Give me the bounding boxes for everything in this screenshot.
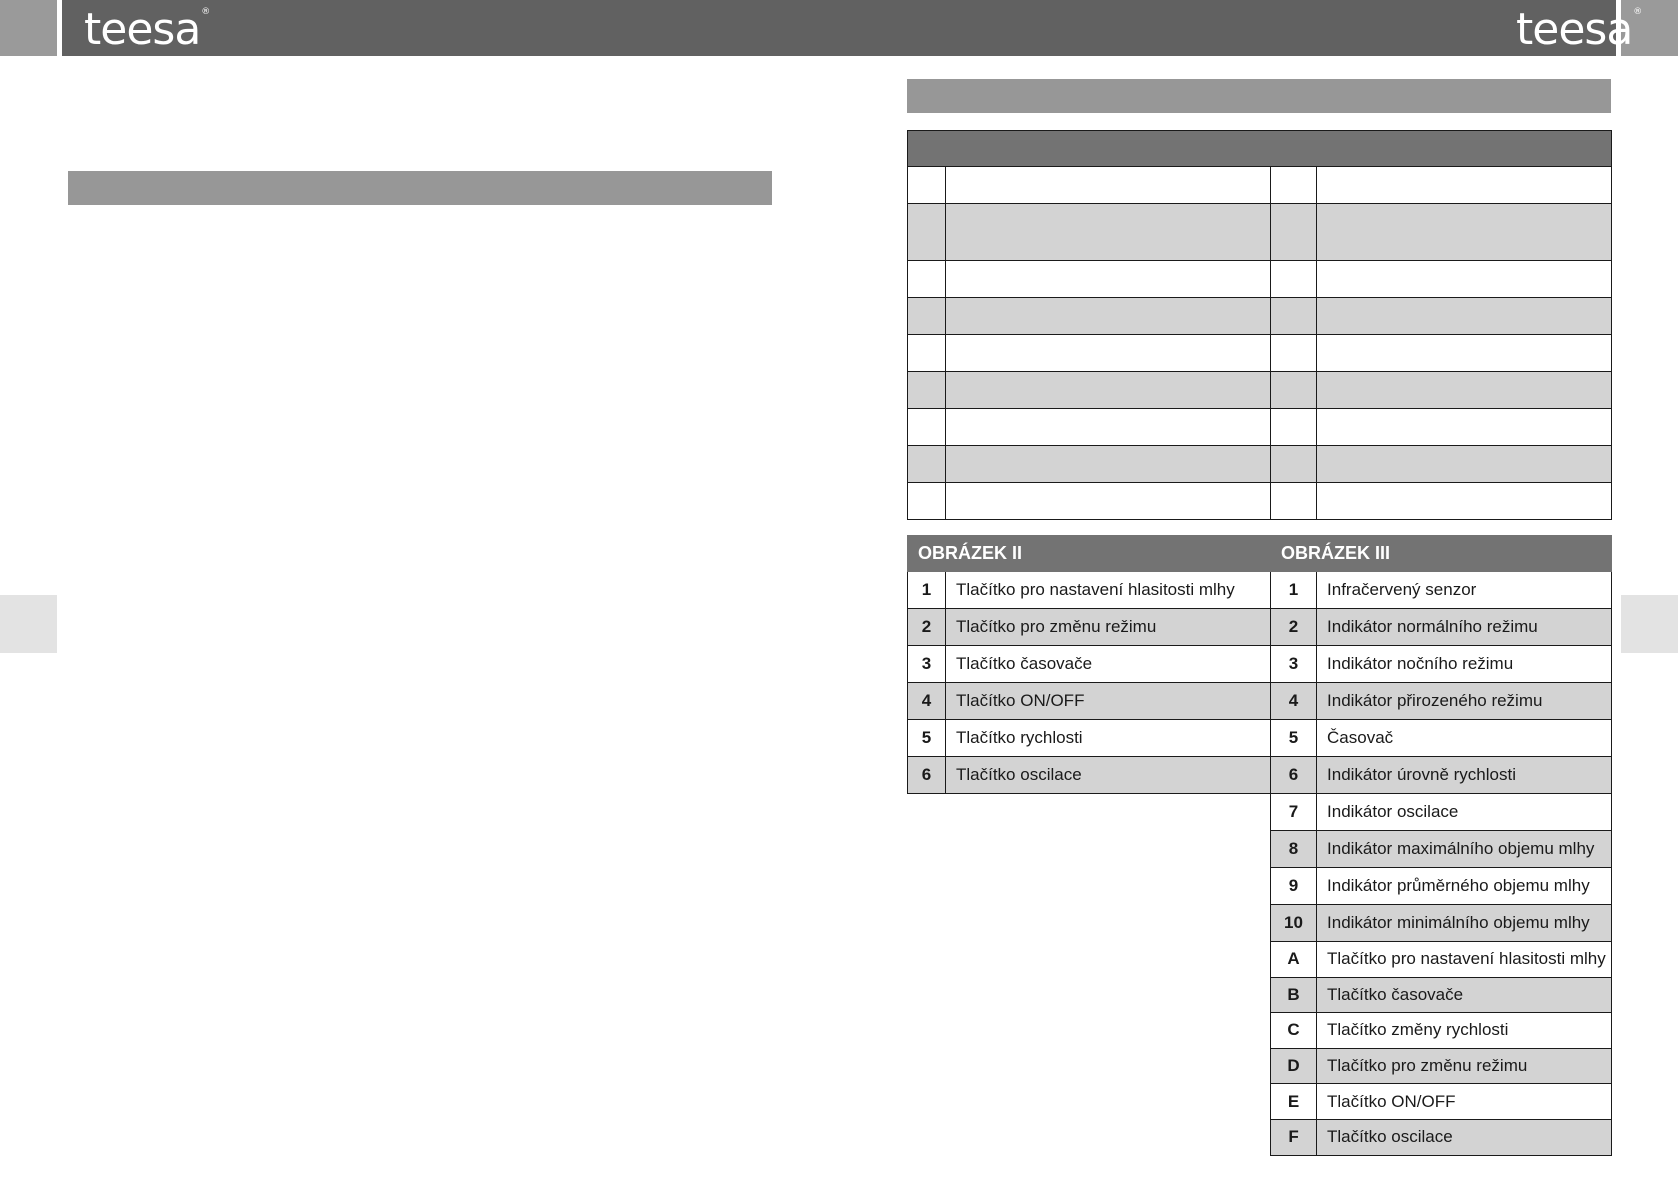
- blank-table-cell: [1317, 261, 1612, 298]
- right-side-tab: [1621, 595, 1678, 653]
- logo-text-left: teesa: [84, 4, 201, 55]
- legend-row: [908, 572, 1612, 609]
- blank-table-cell: [1271, 372, 1317, 409]
- blank-table-cell: [1271, 261, 1317, 298]
- figure-ii-item-label: Tlačítko oscilace: [946, 757, 1271, 794]
- blank-table-cell: [1271, 167, 1317, 204]
- figure-ii-item-number: 1: [908, 572, 946, 609]
- figure-ii-title: OBRÁZEK II: [908, 536, 1271, 572]
- blank-table-row: [908, 335, 1612, 372]
- legend-row: [908, 1013, 1612, 1049]
- empty-cell: [908, 831, 1271, 868]
- figure-iii-item-number: B: [1271, 977, 1317, 1013]
- blank-table-cell: [1317, 446, 1612, 483]
- figure-iii-item-number: 3: [1271, 646, 1317, 683]
- figure-iii-item-label: Tlačítko oscilace: [1317, 1119, 1612, 1155]
- blank-table-cell: [908, 261, 946, 298]
- right-section-bar: [907, 79, 1611, 113]
- figure-ii-item-number: 3: [908, 646, 946, 683]
- figure-iii-item-label: Tlačítko změny rychlosti: [1317, 1013, 1612, 1049]
- brand-logo-right: [1516, 4, 1642, 55]
- figure-iii-item-label: Indikátor úrovně rychlosti: [1317, 757, 1612, 794]
- figure-iii-item-label: Indikátor nočního režimu: [1317, 646, 1612, 683]
- figure-iii-item-label: Indikátor maximálního objemu mlhy: [1317, 831, 1612, 868]
- blank-table-cell: [908, 446, 946, 483]
- figure-ii-item-label: Tlačítko pro nastavení hlasitosti mlhy: [946, 572, 1271, 609]
- figure-ii-item-number: 4: [908, 683, 946, 720]
- blank-table-row: [908, 446, 1612, 483]
- figure-iii-item-label: Indikátor minimálního objemu mlhy: [1317, 905, 1612, 942]
- blank-spec-table: [907, 130, 1612, 520]
- blank-table-cell: [946, 298, 1271, 335]
- blank-table-cell: [908, 298, 946, 335]
- legend-row: [908, 942, 1612, 978]
- blank-table-row: [908, 167, 1612, 204]
- left-top-tab: [0, 0, 57, 56]
- blank-table-cell: [946, 483, 1271, 520]
- blank-table-row: [908, 372, 1612, 409]
- empty-cell: [908, 905, 1271, 942]
- figure-iii-item-label: Tlačítko časovače: [1317, 977, 1612, 1013]
- figure-iii-item-number: 1: [1271, 572, 1317, 609]
- blank-table-cell: [946, 335, 1271, 372]
- blank-table-cell: [1317, 298, 1612, 335]
- figure-iii-item-label: Tlačítko pro nastavení hlasitosti mlhy: [1317, 942, 1612, 978]
- blank-table-cell: [946, 372, 1271, 409]
- empty-cell: [908, 942, 1271, 978]
- figure-iii-item-label: Tlačítko ON/OFF: [1317, 1084, 1612, 1120]
- figure-iii-item-label: Infračervený senzor: [1317, 572, 1612, 609]
- left-side-tab: [0, 595, 57, 653]
- figure-iii-item-label: Časovač: [1317, 720, 1612, 757]
- blank-table-cell: [1317, 483, 1612, 520]
- figure-legend-table: [907, 535, 1612, 1156]
- blank-table-header: [908, 131, 1612, 167]
- blank-table-row: [908, 483, 1612, 520]
- legend-row: [908, 646, 1612, 683]
- empty-cell: [908, 1084, 1271, 1120]
- empty-cell: [908, 1119, 1271, 1155]
- blank-table-cell: [908, 483, 946, 520]
- legend-row: [908, 720, 1612, 757]
- blank-table-cell: [908, 204, 946, 261]
- legend-row: [908, 609, 1612, 646]
- blank-table-cell: [946, 261, 1271, 298]
- figure-ii-item-number: 2: [908, 609, 946, 646]
- figure-iii-item-number: E: [1271, 1084, 1317, 1120]
- blank-table-cell: [946, 446, 1271, 483]
- figure-ii-item-label: Tlačítko časovače: [946, 646, 1271, 683]
- empty-cell: [908, 794, 1271, 831]
- figure-iii-item-label: Indikátor oscilace: [1317, 794, 1612, 831]
- figure-ii-item-label: Tlačítko rychlosti: [946, 720, 1271, 757]
- blank-table-header-row: [908, 131, 1612, 167]
- figure-iii-item-number: 10: [1271, 905, 1317, 942]
- blank-table-cell: [1271, 204, 1317, 261]
- header-bar: [62, 0, 1616, 56]
- figure-iii-item-label: Indikátor normálního režimu: [1317, 609, 1612, 646]
- empty-cell: [908, 1013, 1271, 1049]
- blank-table-cell: [1271, 409, 1317, 446]
- legend-row: [908, 868, 1612, 905]
- figure-iii-item-number: F: [1271, 1119, 1317, 1155]
- legend-row: [908, 757, 1612, 794]
- blank-table-cell: [908, 167, 946, 204]
- blank-table-cell: [908, 335, 946, 372]
- figure-iii-item-number: D: [1271, 1048, 1317, 1084]
- blank-table-row: [908, 409, 1612, 446]
- figure-iii-item-label: Indikátor průměrného objemu mlhy: [1317, 868, 1612, 905]
- blank-table-cell: [1317, 167, 1612, 204]
- figure-iii-item-number: C: [1271, 1013, 1317, 1049]
- figure-iii-item-label: Tlačítko pro změnu režimu: [1317, 1048, 1612, 1084]
- empty-cell: [908, 1048, 1271, 1084]
- figure-ii-item-label: Tlačítko pro změnu režimu: [946, 609, 1271, 646]
- figure-iii-item-number: 8: [1271, 831, 1317, 868]
- figure-iii-item-number: A: [1271, 942, 1317, 978]
- blank-table-cell: [1317, 335, 1612, 372]
- blank-table-cell: [946, 409, 1271, 446]
- blank-table-cell: [1271, 335, 1317, 372]
- blank-table-cell: [908, 372, 946, 409]
- legend-row: [908, 831, 1612, 868]
- figure-iii-item-number: 9: [1271, 868, 1317, 905]
- legend-row: [908, 683, 1612, 720]
- blank-table-cell: [1271, 446, 1317, 483]
- figure-iii-item-number: 5: [1271, 720, 1317, 757]
- blank-table-cell: [1271, 483, 1317, 520]
- blank-table-row: [908, 298, 1612, 335]
- blank-table-cell: [946, 167, 1271, 204]
- registered-mark-left: ®: [201, 7, 210, 17]
- blank-table-row: [908, 204, 1612, 261]
- brand-logo-left: [84, 4, 210, 55]
- blank-table-cell: [1271, 298, 1317, 335]
- blank-table-cell: [946, 204, 1271, 261]
- empty-cell: [908, 868, 1271, 905]
- legend-row: [908, 905, 1612, 942]
- legend-row: [908, 1084, 1612, 1120]
- blank-table-row: [908, 261, 1612, 298]
- figure-iii-item-number: 6: [1271, 757, 1317, 794]
- blank-table-cell: [908, 409, 946, 446]
- legend-row: [908, 1119, 1612, 1155]
- legend-row: [908, 1048, 1612, 1084]
- figure-ii-item-number: 5: [908, 720, 946, 757]
- empty-cell: [908, 977, 1271, 1013]
- figure-iii-item-number: 2: [1271, 609, 1317, 646]
- left-section-bar: [68, 171, 772, 205]
- figure-iii-item-number: 7: [1271, 794, 1317, 831]
- figure-legend-header-row: [908, 536, 1612, 572]
- figure-iii-item-number: 4: [1271, 683, 1317, 720]
- legend-row: [908, 977, 1612, 1013]
- figure-ii-item-label: Tlačítko ON/OFF: [946, 683, 1271, 720]
- figure-iii-item-label: Indikátor přirozeného režimu: [1317, 683, 1612, 720]
- blank-table-cell: [1317, 372, 1612, 409]
- blank-table-cell: [1317, 204, 1612, 261]
- blank-table-cell: [1317, 409, 1612, 446]
- registered-mark-right: ®: [1633, 7, 1642, 17]
- figure-iii-title: OBRÁZEK III: [1271, 536, 1612, 572]
- logo-text-right: teesa: [1516, 4, 1633, 55]
- figure-ii-item-number: 6: [908, 757, 946, 794]
- legend-row: [908, 794, 1612, 831]
